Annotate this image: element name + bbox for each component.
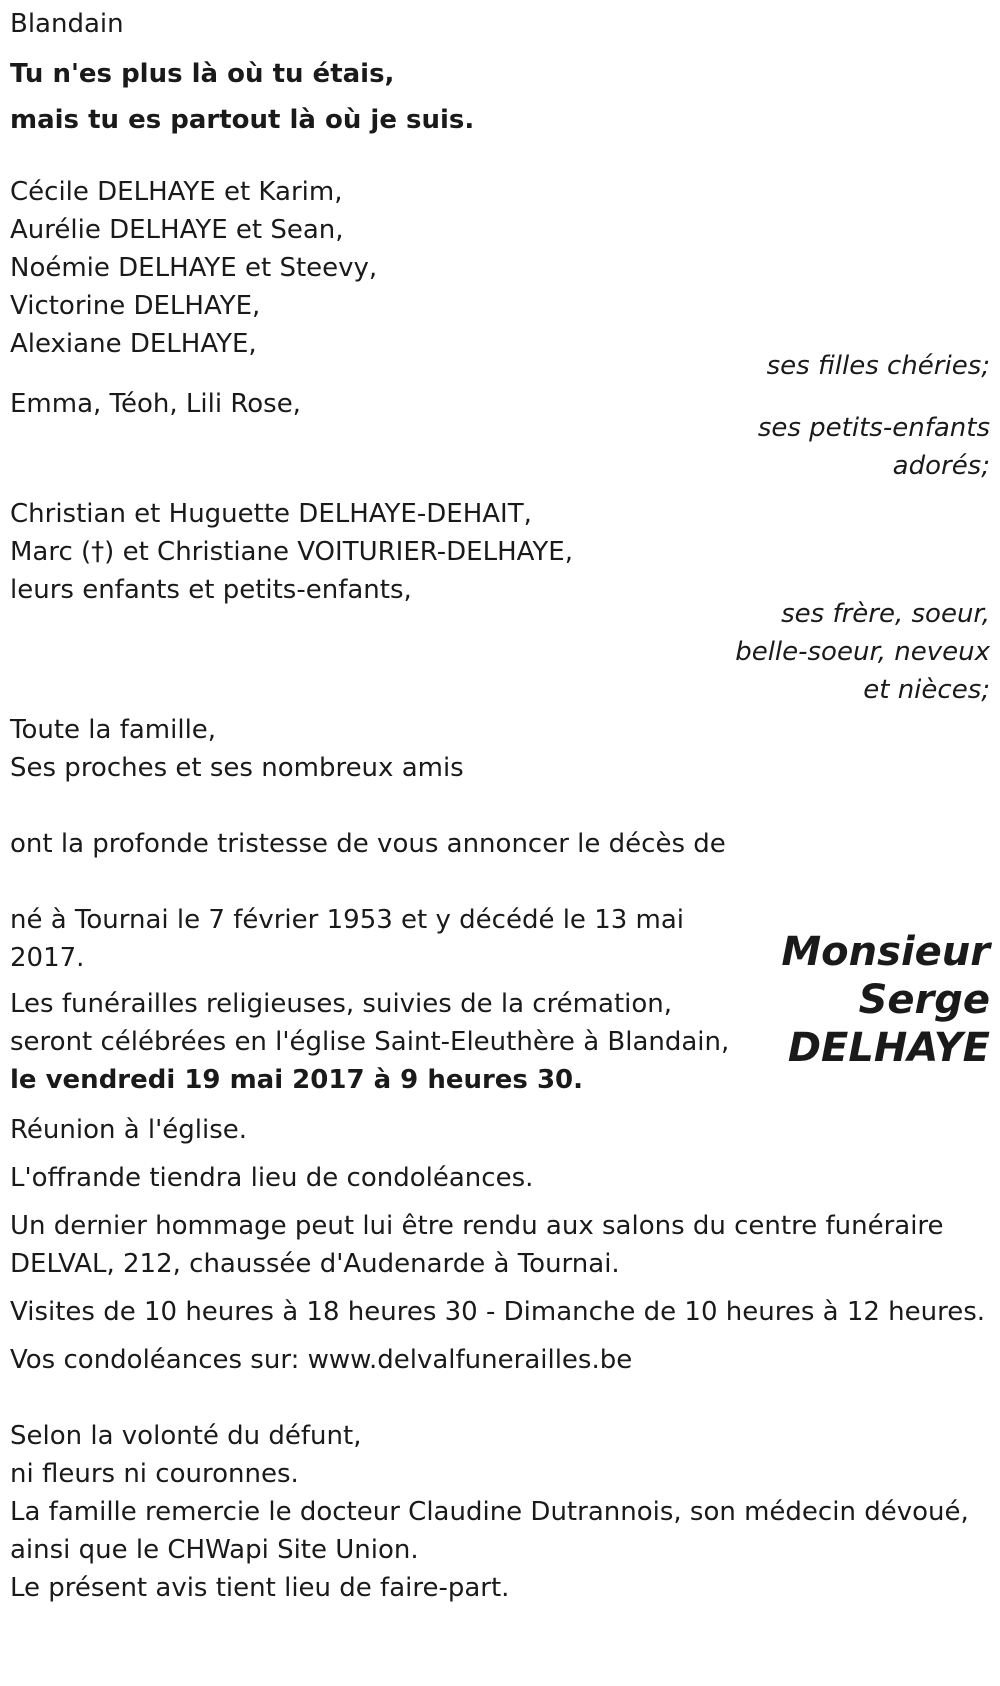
daughter-3: Noémie DELHAYE et Steevy, (10, 253, 378, 283)
deceased-title: Monsieur (781, 929, 990, 975)
sibling-2: Marc (†) et Christiane VOITURIER-DELHAYE, (10, 537, 573, 567)
daughter-4: Victorine DELHAYE, (10, 291, 261, 321)
closing-line-3: La famille remercie le docteur Claudine Dutrannois, son médecin dévoué, (10, 1497, 969, 1527)
daughter-2: Aurélie DELHAYE et Sean, (10, 215, 344, 245)
closing-line-1: Selon la volonté du défunt, (10, 1421, 362, 1451)
tribute-line-1: Un dernier hommage peut lui être rendu aux salons du centre funéraire (10, 1211, 944, 1241)
condolences-website: Vos condoléances sur: www.delvalfunerailles.be (10, 1345, 633, 1375)
sibling-3: leurs enfants et petits-enfants, (10, 575, 412, 605)
funeral-offering: L'offrande tiendra lieu de condoléances. (10, 1163, 534, 1193)
siblings-role-line-1: ses frère, soeur, (781, 599, 990, 629)
others-line-2: Ses proches et ses nombreux amis (10, 753, 464, 783)
tribute-line-2: DELVAL, 212, chaussée d'Audenarde à Tournai. (10, 1249, 620, 1279)
deceased-name (781, 928, 990, 1072)
grandchildren-role-line-1: ses petits-enfants (757, 413, 990, 443)
quote-line-1: Tu n'es plus là où tu étais, (10, 59, 395, 89)
deceased-last-name: DELHAYE (787, 1025, 990, 1071)
grandchildren-role-line-2: adorés; (892, 451, 990, 481)
daughter-5: Alexiane DELHAYE, (10, 329, 257, 359)
sibling-1: Christian et Huguette DELHAYE-DEHAIT, (10, 499, 532, 529)
grandchildren: Emma, Téoh, Lili Rose, (10, 389, 301, 419)
funeral-line-1: Les funérailles religieuses, suivies de la crémation, (10, 989, 673, 1019)
birth-death-line-2: 2017. (10, 943, 85, 973)
funeral-date: le vendredi 19 mai 2017 à 9 heures 30. (10, 1065, 584, 1095)
funeral-line-2: seront célébrées en l'église Saint-Eleuthère à Blandain, (10, 1027, 730, 1057)
others-line-1: Toute la famille, (10, 715, 217, 745)
visiting-hours: Visites de 10 heures à 18 heures 30 - Dimanche de 10 heures à 12 heures. (10, 1297, 986, 1327)
location: Blandain (10, 9, 124, 39)
funeral-meeting: Réunion à l'église. (10, 1115, 248, 1145)
daughters-role: ses filles chéries; (766, 351, 990, 381)
announcement: ont la profonde tristesse de vous annoncer le décès de (10, 829, 726, 859)
quote-line-2: mais tu es partout là où je suis. (10, 105, 475, 135)
deceased-first-name: Serge (858, 977, 990, 1023)
birth-death-line-1: né à Tournai le 7 février 1953 et y décédé le 13 mai (10, 905, 685, 935)
closing-line-5: Le présent avis tient lieu de faire-part. (10, 1573, 510, 1603)
closing-line-4: ainsi que le CHWapi Site Union. (10, 1535, 419, 1565)
daughter-1: Cécile DELHAYE et Karim, (10, 177, 343, 207)
siblings-role-line-2: belle-soeur, neveux (735, 637, 990, 667)
siblings-role-line-3: et nièces; (863, 675, 990, 705)
closing-line-2: ni fleurs ni couronnes. (10, 1459, 299, 1489)
